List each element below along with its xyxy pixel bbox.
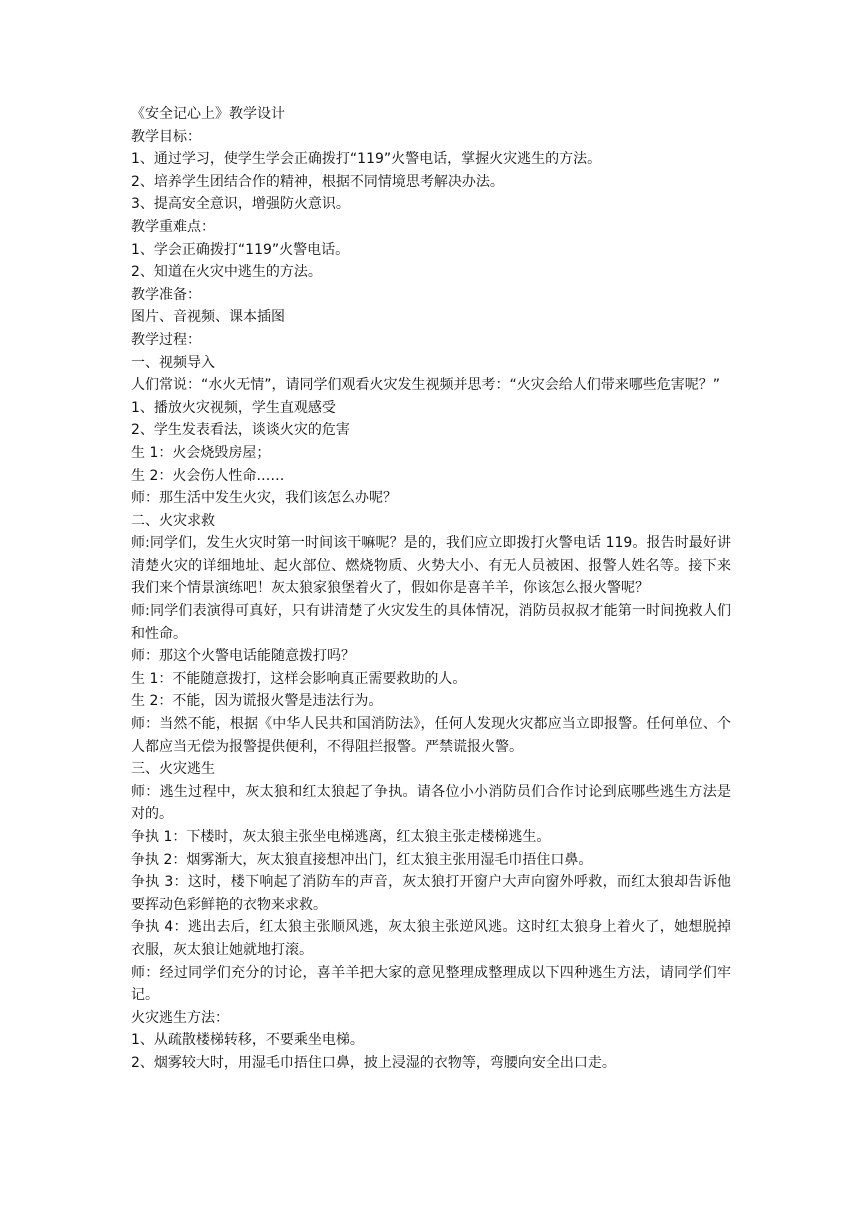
- paragraph: 火灾逃生方法：: [131, 1009, 229, 1026]
- paragraph: 师：逃生过程中，灰太狼和红太狼起了争执。请各位小小消防员们合作讨论到底哪些逃生方法是对的。: [131, 783, 731, 823]
- paragraph: 师：经过同学们充分的讨论，喜羊羊把大家的意见整理成整理成以下四种逃生方法，请同学们牢记。: [131, 964, 731, 1004]
- paragraph: 生 1：不能随意拨打，这样会影响真正需要救助的人。: [131, 670, 467, 687]
- paragraph: 争执 4：逃出去后，红太狼主张顺风逃，灰太狼主张逆风逃。这时红太狼身上着火了，她想脱掉衣服，灰太狼让她就地打滚。: [131, 919, 731, 958]
- escape-method-item: 1、从疏散楼梯转移，不要乘坐电梯。: [131, 1032, 364, 1049]
- section-heading-preparation: 教学准备：: [131, 286, 201, 303]
- paragraph: 争执 3：这时，楼下响起了消防车的声音，灰太狼打开窗户大声向窗外呼救，而红太狼却告诉他要挥动色彩鲜艳的衣物来求救。: [131, 874, 731, 913]
- escape-method-item: 2、烟雾较大时，用湿毛巾捂住口鼻，披上浸湿的衣物等，弯腰向安全出口走。: [131, 1054, 616, 1071]
- paragraph: 生 2：火会伤人性命……: [131, 467, 285, 484]
- key-point-item: 1、学会正确拨打“119”火警电话。: [131, 241, 350, 258]
- preparation-text: 图片、音视频、课本插图: [131, 309, 285, 326]
- paragraph: 生 2：不能，因为谎报火警是违法行为。: [131, 693, 383, 710]
- section-heading-key-points: 教学重难点：: [131, 218, 215, 235]
- paragraph: 师：那生活中发生火灾，我们该怎么办呢？: [131, 490, 397, 507]
- paragraph: 师:同学们表演得可真好，只有讲清楚了火灾发生的具体情况，消防员叔叔才能第一时间挽救人们和性命。: [131, 603, 731, 642]
- objective-item: 2、培养学生团结合作的精神，根据不同情境思考解决办法。: [131, 173, 504, 190]
- section-heading-objectives: 教学目标：: [131, 128, 201, 145]
- section-heading-process: 教学过程：: [131, 331, 201, 348]
- document-body: [131, 103, 731, 1075]
- subsection-heading: 三、火灾逃生: [131, 761, 215, 778]
- paragraph: 争执 2：烟雾渐大，灰太狼直接想冲出门，红太狼主张用湿毛巾捂住口鼻。: [131, 851, 593, 868]
- subsection-heading: 一、视频导入: [131, 354, 215, 371]
- document-title: 《安全记心上》教学设计: [131, 106, 285, 122]
- paragraph: 生 1：火会烧毁房屋；: [131, 444, 271, 461]
- paragraph: 人们常说：“水火无情”，请同学们观看火灾发生视频并思考：“火灾会给人们带来哪些危害呢？”: [131, 377, 721, 394]
- paragraph: 师:同学们，发生火灾时第一时间该干嘛呢？是的，我们应立即拨打火警电话 119。报告时最好讲清楚火灾的详细地址、起火部位、燃烧物质、火势大小、有无人员被困、报警人姓名等。接下来我们来个情景演练吧！灰太狼家狼堡着火了，假如你是喜羊羊，你该怎么报火警呢？: [131, 535, 731, 597]
- key-point-item: 2、知道在火灾中逃生的方法。: [131, 264, 322, 281]
- paragraph: 争执 1：下楼时，灰太狼主张坐电梯逃离，红太狼主张走楼梯逃生。: [131, 829, 551, 845]
- paragraph: 1、播放火灾视频，学生直观感受: [131, 399, 336, 416]
- subsection-heading: 二、火灾求救: [131, 512, 215, 529]
- objective-item: 3、提高安全意识，增强防火意识。: [131, 196, 350, 213]
- paragraph: 师：当然不能，根据《中华人民共和国消防法》，任何人发现火灾都应当立即报警。任何单位、个人都应当无偿为报警提供便利，不得阻拦报警。严禁谎报火警。: [131, 716, 731, 755]
- paragraph: 师：那这个火警电话能随意拨打吗？: [131, 648, 355, 665]
- objective-item: 1、通过学习，使学生学会正确拨打“119”火警电话，掌握火灾逃生的方法。: [131, 151, 602, 168]
- paragraph: 2、学生发表看法，谈谈火灾的危害: [131, 422, 350, 439]
